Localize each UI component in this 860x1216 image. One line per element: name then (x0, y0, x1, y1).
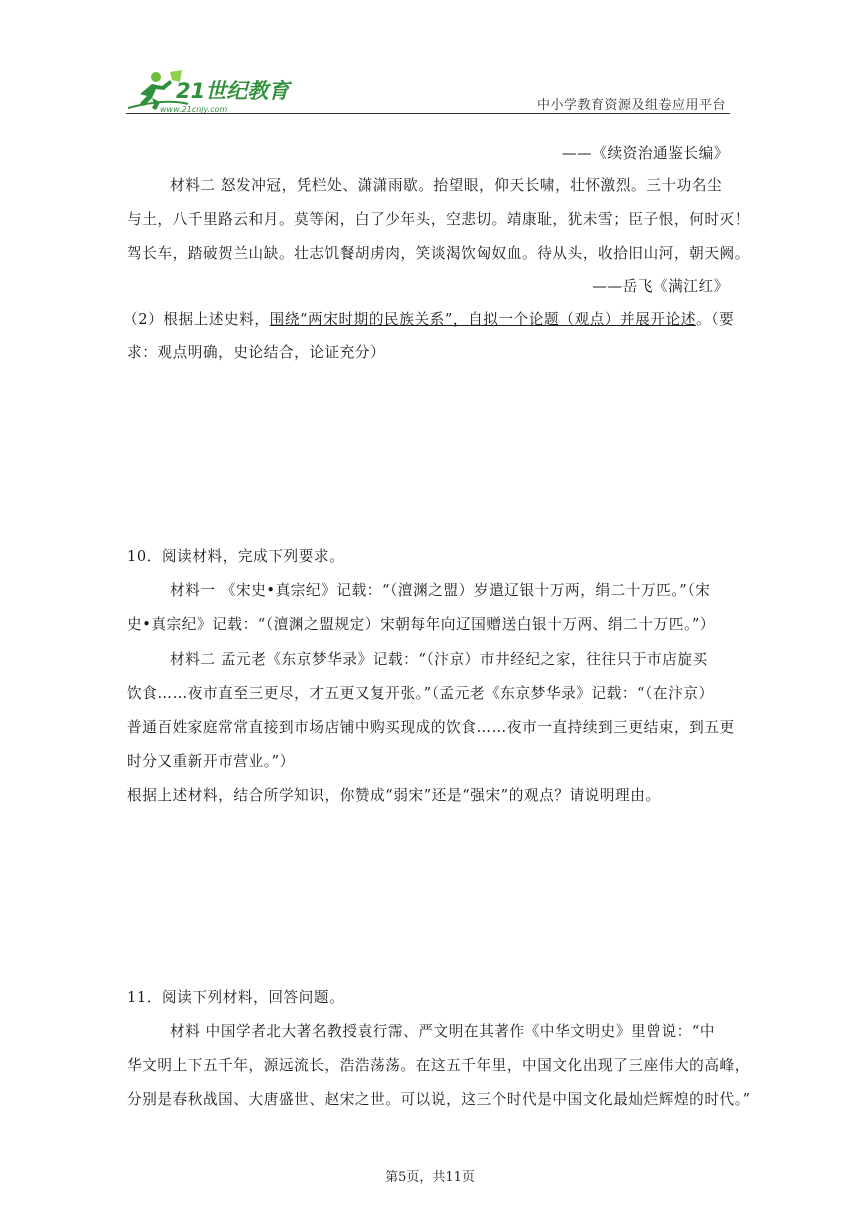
q10-material-1-line-2: 史•真宗纪》记载：“（澶渊之盟规定）宋朝每年向辽国赠送白银十万两、绢二十万匹。”） (127, 616, 716, 633)
q10-material-2-line-2: 饮食……夜市直至三更尽，才五更又复开张。”（孟元老《东京梦华录》记载：“（在汴京） (127, 685, 714, 702)
material-2-line-1: 材料二 怒发冲冠，凭栏处、潇潇雨歇。抬望眼，仰天长啸，壮怀激烈。三十功名尘 (170, 177, 723, 194)
material-2-line-3: 驾长车，踏破贺兰山缺。壮志饥餐胡虏肉，笑谈渴饮匈奴血。待从头，收拾旧山河，朝天阙。 (127, 245, 750, 262)
platform-name: 中小学教育资源及组卷应用平台 (536, 98, 726, 113)
question-10-title: 10．阅读材料，完成下列要求。 (127, 548, 345, 565)
q10-material-2-line-1: 材料二 孟元老《东京梦华录》记载：“（汴京）市井经纪之家，往往只于市店旋买 (170, 651, 708, 668)
question-2-line-2: 求：观点明确，史论结合，论证充分） (127, 344, 386, 361)
header-divider (126, 113, 730, 114)
q10-material-1-line-1: 材料一 《宋史•真宗纪》记载：“（澶渊之盟）岁遣辽银十万两，绢二十万匹。”（宋 (170, 582, 711, 599)
page-header (126, 68, 730, 114)
question-2-suffix: 。（要 (696, 311, 735, 328)
svg-text:21世纪教育: 21世纪教育 (176, 79, 290, 103)
question-2-underlined: 围绕“两宋时期的民族关系”，自拟一个论题（观点）并展开论述 (269, 311, 696, 328)
page-number: 第5页，共11页 (385, 1170, 475, 1185)
question-2 (123, 310, 734, 330)
q10-material-2-line-3: 普通百姓家庭常常直接到市场店铺中购买现成的饮食……夜市一直持续到三更结束，到五更 (127, 719, 735, 736)
q11-material-line-2: 华文明上下五千年，源远流长，浩浩荡荡。在这五千年里，中国文化出现了三座伟大的高峰， (127, 1057, 750, 1074)
q11-material-line-3: 分别是春秋战国、大唐盛世、赵宋之世。可以说，这三个时代是中国文化最灿烂辉煌的时代。” (127, 1091, 751, 1108)
source-citation-1: ——《续资治通鉴长编》 (561, 145, 729, 162)
q10-material-2-line-4: 时分又重新开市营业。”） (127, 753, 295, 770)
question-10-prompt: 根据上述材料，结合所学知识，你赞成“弱宋”还是“强宋”的观点？请说明理由。 (127, 787, 661, 804)
question-2-prefix: （2）根据上述史料， (123, 311, 270, 328)
q11-material-line-1: 材料 中国学者北大著名教授袁行霈、严文明在其著作《中华文明史》里曾说：“中 (170, 1023, 716, 1040)
svg-text:www.21cnjy.com: www.21cnjy.com (160, 105, 228, 114)
source-citation-2: ——岳飞《满江红》 (592, 278, 729, 295)
question-11-title: 11．阅读下列材料，回答问题。 (127, 989, 345, 1006)
logo-21cnjy (126, 68, 296, 114)
material-2-line-2: 与土，八千里路云和月。莫等闲，白了少年头，空悲切。靖康耻，犹未雪；臣子恨，何时灭！ (127, 211, 750, 228)
